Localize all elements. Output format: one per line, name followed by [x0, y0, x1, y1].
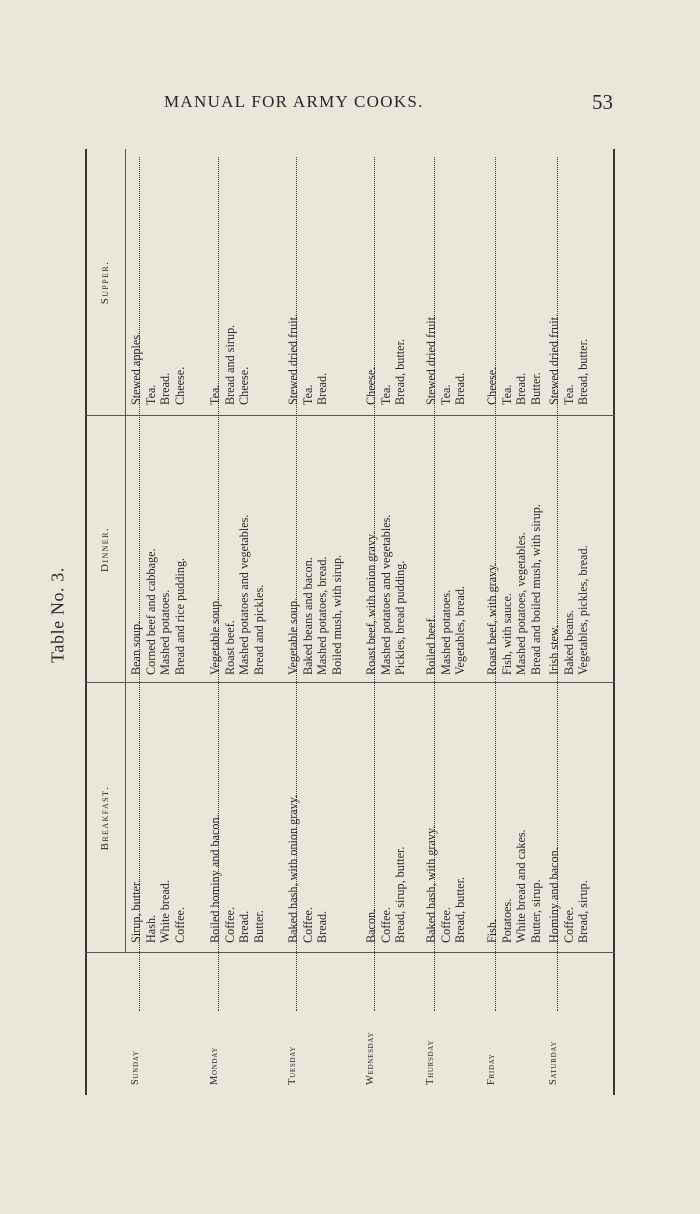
dinner-item: Bean soup.	[129, 620, 143, 675]
supper-item: Tea.	[561, 384, 576, 405]
breakfast-cell	[286, 795, 330, 943]
dinner-item: Vegetables, pickles, bread.	[576, 545, 590, 675]
supper-cell	[208, 325, 252, 405]
day-label: Thursday	[425, 1039, 436, 1085]
supper-item: Tea.	[499, 384, 514, 405]
dinner-item: Baked beans and bacon.	[300, 557, 315, 675]
column-divider	[85, 952, 615, 953]
breakfast-item: Bread, butter.	[453, 877, 467, 943]
breakfast-cell	[424, 826, 468, 943]
supper-item: Butter.	[528, 372, 543, 405]
running-title: MANUAL FOR ARMY COOKS.	[164, 92, 424, 111]
supper-item: Bread.	[315, 372, 329, 405]
header-divider	[125, 149, 126, 953]
supper-item: Cheese.	[364, 366, 378, 405]
supper-cell	[129, 332, 187, 405]
breakfast-item: Bread, sirup.	[576, 880, 590, 943]
dinner-item: Fish, with sauce.	[499, 593, 514, 675]
supper-item: Cheese.	[172, 366, 187, 405]
breakfast-item: Coffee.	[172, 907, 187, 943]
page-number: 53	[592, 90, 613, 114]
breakfast-item: Sirup, butter.	[129, 879, 143, 943]
dinner-item: Bread and pickles.	[251, 584, 266, 675]
dinner-item: Mashed potatoes, bread.	[315, 556, 329, 675]
supper-item: Stewed dried fruit.	[424, 313, 438, 405]
day-label: Tuesday	[287, 1045, 298, 1085]
breakfast-item: Coffee.	[300, 907, 315, 943]
supper-item: Bread.	[158, 372, 172, 405]
dinner-item: Roast beef, with gravy.	[485, 562, 499, 675]
dinner-item: Mashed potatoes.	[438, 589, 453, 675]
supper-cell	[364, 339, 408, 405]
table-header-row	[85, 149, 125, 1095]
breakfast-item: Coffee.	[378, 907, 393, 943]
dinner-item: Mashed potatoes and vegetables.	[378, 514, 393, 675]
breakfast-item: Fish.	[485, 918, 499, 943]
table-title: Table No. 3.	[47, 567, 68, 663]
column-divider	[85, 415, 615, 416]
breakfast-item: Hominy and bacon.	[547, 847, 561, 943]
supper-item: Stewed dried fruit.	[286, 313, 300, 405]
dinner-item: Corned beef and cabbage.	[143, 548, 158, 675]
supper-item: Bread, butter.	[393, 339, 407, 405]
day-label: Saturday	[548, 1040, 559, 1085]
dinner-item: Mashed potatoes, vegetables.	[514, 532, 528, 675]
menu-table	[85, 149, 615, 1095]
running-head	[0, 92, 700, 116]
supper-cell	[547, 314, 591, 405]
supper-item: Tea.	[438, 384, 453, 405]
breakfast-item: Bread.	[315, 910, 329, 943]
supper-item: Cheese.	[485, 366, 499, 405]
breakfast-item: White bread.	[158, 880, 172, 943]
breakfast-item: Boiled hominy and bacon.	[208, 814, 222, 943]
dinner-item: Irish stew.	[547, 625, 561, 675]
dinner-item: Vegetable soup.	[208, 597, 222, 675]
day-label: Sunday	[130, 1050, 141, 1085]
day-label: Friday	[486, 1053, 497, 1085]
supper-cell	[424, 314, 468, 405]
dinner-item: Pickles, bread pudding.	[393, 560, 407, 675]
dinner-cell	[547, 545, 591, 675]
breakfast-cell	[129, 880, 187, 943]
day-label: Monday	[209, 1046, 220, 1085]
column-header-dinner: Dinner.	[99, 527, 111, 572]
dinner-item: Boiled beef.	[424, 615, 438, 675]
column-header-supper: Supper.	[99, 260, 111, 305]
supper-item: Bread.	[453, 372, 467, 405]
dinner-cell	[424, 586, 468, 675]
supper-item: Tea.	[300, 384, 315, 405]
breakfast-item: Bread, sirup, butter.	[393, 846, 407, 943]
breakfast-item: Potatoes.	[499, 898, 514, 943]
dinner-cell	[129, 548, 187, 675]
day-label: Wednesday	[365, 1031, 376, 1085]
supper-item: Tea.	[143, 384, 158, 405]
supper-item: Stewed apples.	[129, 331, 143, 405]
breakfast-item: Coffee.	[222, 907, 237, 943]
breakfast-item: Coffee.	[561, 907, 576, 943]
breakfast-item: Coffee.	[438, 907, 453, 943]
dinner-cell	[364, 515, 408, 675]
dinner-cell	[485, 504, 543, 675]
breakfast-cell	[547, 847, 591, 943]
column-divider	[85, 682, 615, 683]
supper-cell	[485, 367, 543, 405]
dinner-item: Mashed potatoes.	[158, 589, 172, 675]
dinner-cell	[208, 515, 266, 675]
breakfast-cell	[364, 847, 408, 943]
dinner-item: Bread and boiled mush, with sirup.	[528, 504, 543, 675]
breakfast-cell	[208, 814, 266, 943]
breakfast-item: Baked hash, with gravy.	[424, 825, 438, 943]
breakfast-item: Baked hash, with onion gravy.	[286, 794, 300, 943]
breakfast-item: Hash.	[143, 914, 158, 943]
breakfast-item: White bread and cakes.	[514, 829, 528, 943]
supper-item: Bread, butter.	[576, 339, 590, 405]
dinner-item: Mashed potatoes and vegetables.	[237, 514, 251, 675]
supper-item: Tea.	[208, 384, 222, 405]
dinner-item: Vegetable soup.	[286, 597, 300, 675]
breakfast-item: Bacon.	[364, 908, 378, 943]
dinner-item: Roast beef.	[222, 620, 237, 675]
breakfast-item: Bread.	[237, 910, 251, 943]
dinner-item: Boiled mush, with sirup.	[329, 554, 344, 675]
dinner-item: Vegetables, bread.	[453, 586, 467, 675]
dinner-item: Baked beans.	[561, 610, 576, 675]
dinner-item: Bread and rice pudding.	[172, 557, 187, 675]
supper-item: Bread.	[514, 372, 528, 405]
supper-item: Cheese.	[237, 366, 251, 405]
dinner-item: Roast beef, with onion gravy.	[364, 531, 378, 675]
supper-item: Tea.	[378, 384, 393, 405]
breakfast-item: Butter.	[251, 910, 266, 943]
breakfast-item: Butter, sirup.	[528, 879, 543, 943]
breakfast-cell	[485, 829, 543, 943]
table-bottom-rule	[613, 149, 615, 1095]
dinner-cell	[286, 555, 344, 675]
supper-item: Stewed dried fruit.	[547, 313, 561, 405]
column-header-breakfast: Breakfast.	[99, 785, 111, 851]
supper-item: Bread and sirup.	[222, 324, 237, 405]
supper-cell	[286, 314, 330, 405]
